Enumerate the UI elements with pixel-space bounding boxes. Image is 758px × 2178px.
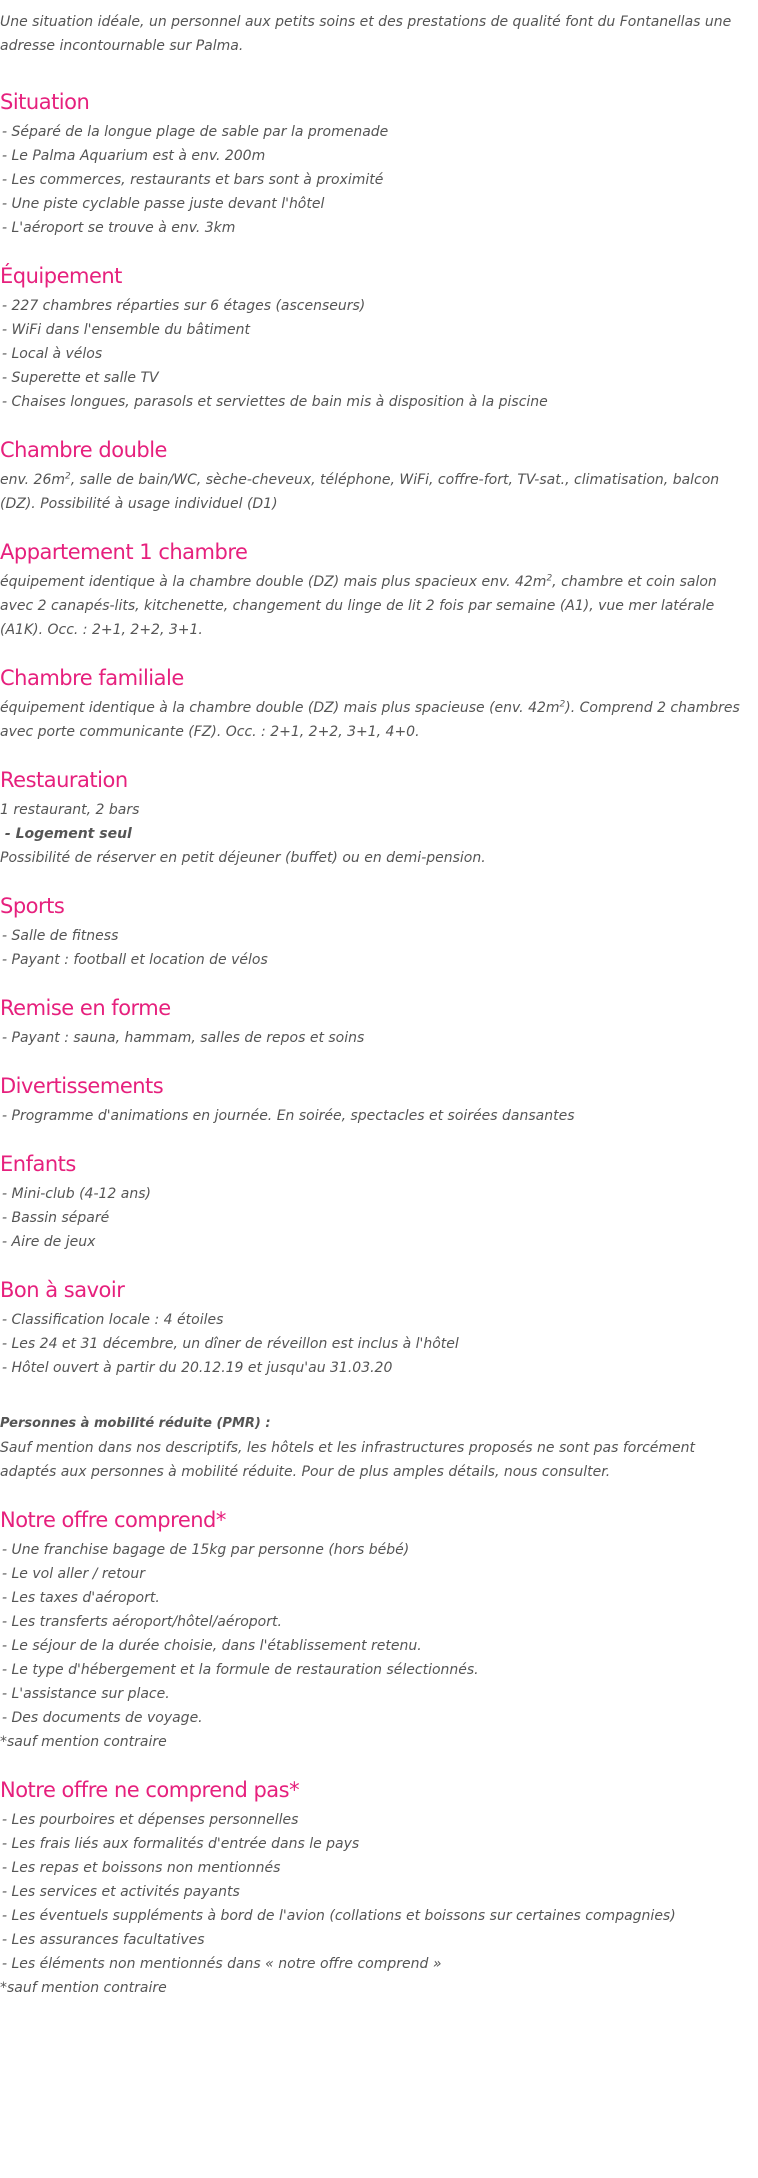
list-item: - Les éléments non mentionnés dans « notre offre comprend » (2, 1956, 442, 1972)
list-item: - Aire de jeux (2, 1234, 96, 1250)
section-chambre-familiale (0, 664, 758, 744)
section-equipement (0, 262, 758, 414)
list-item: - Payant : football et location de vélos (2, 952, 268, 968)
pmr-title: Personnes à mobilité réduite (PMR) : (0, 1416, 271, 1431)
section-chambre-double (0, 436, 758, 516)
list-item: - Les pourboires et dépenses personnelles (2, 1812, 299, 1828)
list-item: - 227 chambres réparties sur 6 étages (ascenseurs) (2, 298, 366, 314)
section-title-appartement: Appartement 1 chambre (0, 540, 248, 564)
list-item: - Les repas et boissons non mentionnés (2, 1860, 281, 1876)
list-item: - Les assurances facultatives (2, 1932, 205, 1948)
chambre-familiale-text: équipement identique à la chambre double (DZ) mais plus spacieuse (env. $42m^2$). Comprend 2 chambres avec porte communicante (FZ). Occ. : 2+1, 2+2, 3+1, 4+0. (0, 699, 740, 740)
section-enfants (0, 1150, 758, 1254)
list-item: - Salle de fitness (2, 928, 119, 944)
sports-list (0, 924, 758, 972)
list-item: - Le séjour de la durée choisie, dans l'établissement retenu. (2, 1638, 422, 1654)
section-remise-en-forme (0, 994, 758, 1050)
section-title-situation: Situation (0, 90, 90, 114)
list-item: - Chaises longues, parasols et serviettes de bain mis à disposition à la piscine (2, 394, 548, 410)
section-restauration (0, 766, 758, 870)
list-item: - Le type d'hébergement et la formule de restauration sélectionnés. (2, 1662, 479, 1678)
pmr-text: Sauf mention dans nos descriptifs, les hôtels et les infrastructures proposés ne sont pas forcément adaptés aux personnes à mobilité réduite. Pour de plus amples détails, nous consulter. (0, 1440, 696, 1480)
list-item: - Le Palma Aquarium est à env. 200m (2, 148, 266, 164)
appartement-text: équipement identique à la chambre double (DZ) mais plus spacieux env. $42m^2$, chambre et coin salon avec 2 canapés-lits, kitchenette, changement du linge de lit 2 fois par semaine (A1), vue mer latérale (A1K). Occ. : 2+1, 2+2, 3+1. (0, 573, 717, 638)
list-item: - Local à vélos (2, 346, 103, 362)
list-item: - Les éventuels suppléments à bord de l'avion (collations et boissons sur certaines compagnies) (2, 1908, 676, 1924)
section-title-offre-comprend: Notre offre comprend* (0, 1508, 226, 1532)
list-item: - Les frais liés aux formalités d'entrée dans le pays (2, 1836, 360, 1852)
section-title-chambre-double: Chambre double (0, 438, 167, 462)
list-item: - Bassin séparé (2, 1210, 110, 1226)
section-offre-comprend (0, 1506, 758, 1754)
section-title-chambre-familiale: Chambre familiale (0, 666, 184, 690)
list-item: - Les commerces, restaurants et bars sont à proximité (2, 172, 384, 188)
restauration-formula: - Logement seul (0, 826, 132, 842)
intro-text: Une situation idéale, un personnel aux petits soins et des prestations de qualité font du Fontanellas une adresse incontournable sur Palma. (0, 14, 732, 54)
list-item: - Mini-club (4-12 ans) (2, 1186, 151, 1202)
section-title-restauration: Restauration (0, 768, 128, 792)
divertissements-list (0, 1104, 758, 1128)
section-divertissements (0, 1072, 758, 1128)
remise-list (0, 1026, 758, 1050)
list-item: - Le vol aller / retour (2, 1566, 145, 1582)
offre-comprend-list (0, 1538, 758, 1730)
list-item: - L'assistance sur place. (2, 1686, 170, 1702)
list-item: - Superette et salle TV (2, 370, 159, 386)
list-item: - WiFi dans l'ensemble du bâtiment (2, 322, 250, 338)
section-title-offre-ne-comprend: Notre offre ne comprend pas* (0, 1778, 300, 1802)
restauration-line: 1 restaurant, 2 bars (0, 802, 140, 818)
list-item: - Séparé de la longue plage de sable par la promenade (2, 124, 389, 140)
restauration-options: Possibilité de réserver en petit déjeuner (buffet) ou en demi-pension. (0, 850, 486, 866)
enfants-list (0, 1182, 758, 1254)
offre-ne-comprend-list (0, 1808, 758, 1976)
offre-comprend-note: *sauf mention contraire (0, 1734, 167, 1750)
section-title-remise-en-forme: Remise en forme (0, 996, 171, 1020)
section-bon-a-savoir (0, 1276, 758, 1484)
list-item: - Classification locale : 4 étoiles (2, 1312, 224, 1328)
bon-a-savoir-list (0, 1308, 758, 1380)
section-title-equipement: Équipement (0, 264, 122, 288)
list-item: - Hôtel ouvert à partir du 20.12.19 et jusqu'au 31.03.20 (2, 1360, 393, 1376)
list-item: - Programme d'animations en journée. En soirée, spectacles et soirées dansantes (2, 1108, 575, 1124)
list-item: - Payant : sauna, hammam, salles de repos et soins (2, 1030, 365, 1046)
section-title-sports: Sports (0, 894, 65, 918)
section-sports (0, 892, 758, 972)
list-item: - Les transferts aéroport/hôtel/aéroport. (2, 1614, 282, 1630)
section-title-bon-a-savoir: Bon à savoir (0, 1278, 125, 1302)
list-item: - Une piste cyclable passe juste devant l'hôtel (2, 196, 325, 212)
section-title-enfants: Enfants (0, 1152, 76, 1176)
equipement-list (0, 294, 758, 414)
section-situation (0, 88, 758, 240)
list-item: - Les taxes d'aéroport. (2, 1590, 160, 1606)
situation-list (0, 120, 758, 240)
list-item: - Les services et activités payants (2, 1884, 240, 1900)
chambre-double-text: env. $26m^2$, salle de bain/WC, sèche-cheveux, téléphone, WiFi, coffre-fort, TV-sat., climatisation, balcon (DZ). Possibilité à usage individuel (D1) (0, 471, 720, 512)
section-appartement (0, 538, 758, 642)
list-item: - Les 24 et 31 décembre, un dîner de réveillon est inclus à l'hôtel (2, 1336, 459, 1352)
list-item: - L'aéroport se trouve à env. 3km (2, 220, 236, 236)
list-item: - Des documents de voyage. (2, 1710, 203, 1726)
section-offre-ne-comprend (0, 1776, 758, 2000)
section-title-divertissements: Divertissements (0, 1074, 164, 1098)
list-item: - Une franchise bagage de 15kg par personne (hors bébé) (2, 1542, 410, 1558)
offre-ne-comprend-note: *sauf mention contraire (0, 1980, 167, 1996)
